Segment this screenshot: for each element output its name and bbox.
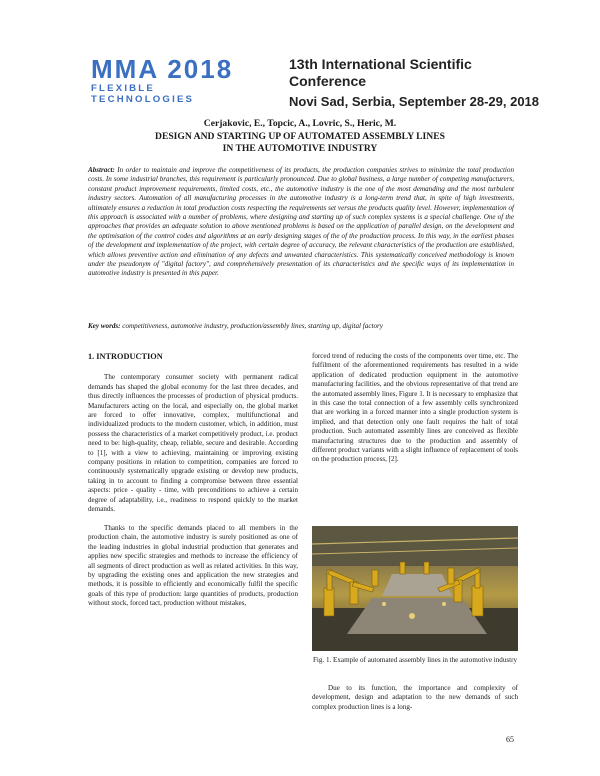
paper-title: DESIGN AND STARTING UP OF AUTOMATED ASSEMBLY LINES IN THE AUTOMOTIVE INDUSTRY [155,131,445,154]
right-column [312,352,518,474]
paragraph: Thanks to the specific demands placed to all members in the production chain, the automotive industry is surely positioned as one of the leading industries in global industrial production that generates and applies new specific strategies and methods to increase the efficiency of all segments of direct production as well as related activities. In this way, by upgrading the existing ones and application the new strategies and methods, it is possible to efficiently and economically fulfil the specific goals of this type of production: large quantities of products, production without stock, forced tact, production without mistakes, [88,523,298,608]
left-column [88,352,298,618]
conference-header [289,56,549,110]
abstract [88,166,514,279]
assembly-line-photo [312,526,518,651]
section-heading: 1. INTRODUCTION [88,352,163,361]
paragraph: The contemporary consumer society with permanent radical demands has shaped the global economy for the last three decades, and thus directly influences the processes of production of physical products. Manufacturers acting on the local, and especially on, the global market are forced to offer innovative, complex, multifunctional and individualized products to the modern customer, which, in addition, must possess the characteristics of a market competitively product, i.e. product need to be: high-quality, cheap, reliable, secure and desirable. According to [1], with a view to achieving, maintaining or improving existing company positions in relation to competition, companies are forced to continuously systematically upgrade existing or develop new products, taking in to account to finding a compromise between three essential aspects: price - quality - time, with preconditions to achieve a certain degree of adaptability, i.e., readiness to respond quickly to the market demands. [88,373,298,514]
authors: Cerjakovic, E., Topcic, A., Lovric, S., Heric, M. [203,118,397,129]
conference-logo [91,56,261,105]
abstract-text: In order to maintain and improve the competitiveness of its products, the production companies strives to minimize the total production costs. In some industrial branches, this requirement is particularly pronounced. Due to global business, a large number of competing manufacturers, constant product improvement requirements, limited costs, etc., the automotive industry is the one of the most demanding and the most turbulent industry sectors. Automation of all manufacturing processes in the automotive industry is a long-term trend that, in spite of high investments, ultimately ensures a reduction in total production costs respecting the requirements set versus the products quality level. However, implementation of this approach is associated with a number of problems, where designing and starting up of such complex systems is a special challenge. One of the approaches that provides an adequate solution to above mentioned problems is based on the application of parallel design, on the development and the optimisation of the control codes and algorithms at an early designing stages of the of the production process. In this way, in the earliest phases of the development and implementation of the project, with certain degree of accuracy, the relevant characteristics of the production are established, which allows preventive action and elimination of any defects and unwanted characteristics. This systematically conceived methodology is known under the pseudonym of "digital factory", and comprehensively presentation of its characteristics and the specific ways of its implementation in automotive industry is presented in this paper. [88,166,514,278]
abstract-label: Abstract: [88,166,115,174]
keywords-label: Key words: [88,322,121,330]
logo-sub-text: FLEXIBLE TECHNOLOGIES [91,83,195,105]
page-number: 65 [506,735,514,744]
paragraph: forced trend of reducing the costs of the components over time, etc. The fulfilment of the aforementioned requirements has resulted in a wide application of dedicated production equipment in the automotive manufacturing facilities, and the obvious representative of that trend are the automated assembly lines, Figure 1. It is necessary to emphasize that in this case the total connection of a few assembly cells synchronized that are working in a forced manner into a single production system is implied, and that detection only one fault requires the halt of total production. Such automated assembly lines are conceived as flexible manufacturing structures due to the production and assembly of different product variants with a slight influence of replacement of tools on the production process, [2]. [312,352,518,464]
conference-name: 13th International Scientific Conference [289,56,472,89]
right-column-continued [312,684,518,722]
conference-location-date: Novi Sad, Serbia, September 28-29, 2018 [289,94,540,109]
figure-caption: Fig. 1. Example of automated assembly lines in the automotive industry [312,656,518,664]
assembly-line-illustration [312,526,518,651]
paragraph: Due to its function, the importance and complexity of development, design and adaptation to the new demands of such complex production lines is a long- [312,684,518,711]
logo-main-text: MMA 2018 [91,54,234,84]
keywords [88,322,514,331]
keywords-text: competitiveness, automotive industry, production/assembly lines, starting up, digital factory [122,322,383,330]
